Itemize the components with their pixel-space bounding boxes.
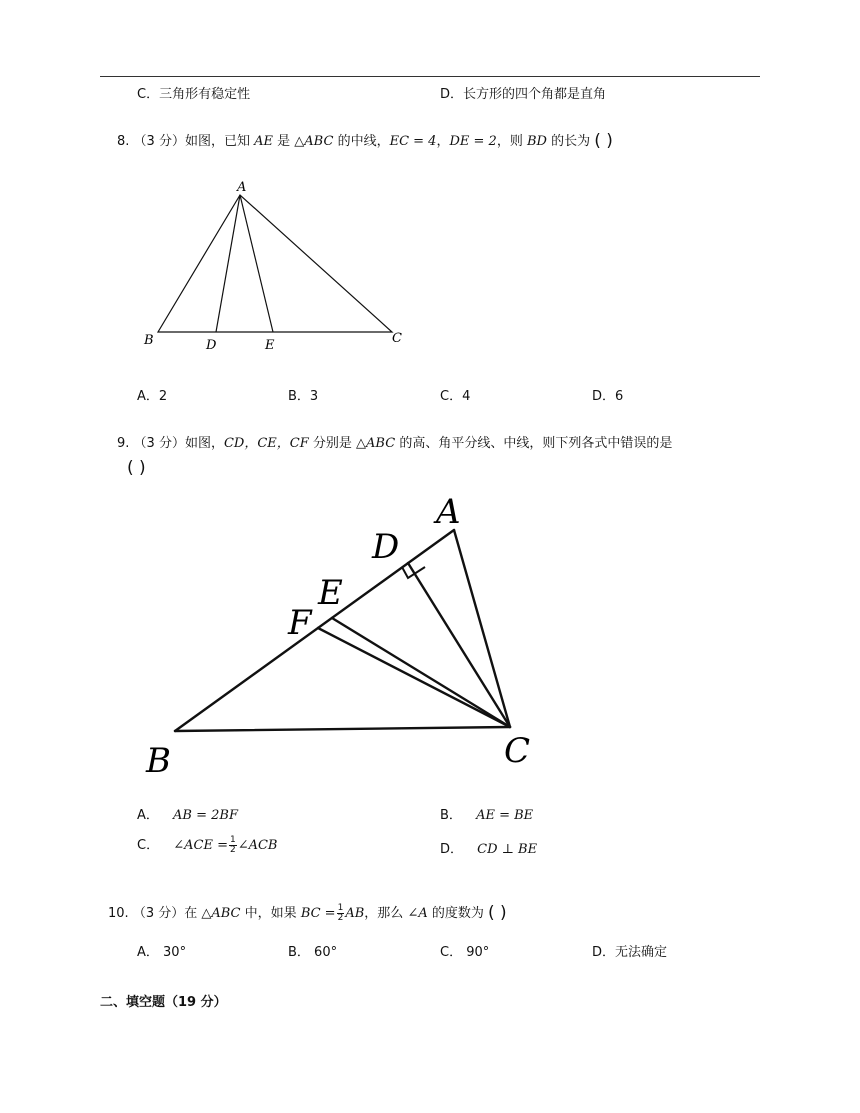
- stem-text: 的高、角平分线、中线，则下列各式中错误的是: [399, 436, 673, 451]
- question-10-stem: [108, 902, 507, 923]
- segment-cd: [408, 563, 510, 727]
- question-9-stem: [117, 432, 672, 451]
- q10-option-b: B． 60°: [288, 945, 338, 960]
- fraction-half: [337, 904, 345, 923]
- label-d: D: [372, 527, 400, 567]
- option-math-left: ∠ACE =: [173, 838, 228, 853]
- stem-text: （3 分）如图，已知: [133, 134, 250, 149]
- q9-option-c: [137, 834, 277, 855]
- fraction-denominator: 2: [337, 913, 344, 923]
- question-number: 10.: [108, 906, 129, 921]
- option-math: CD ⊥ BE: [477, 842, 538, 857]
- question-number: 8.: [117, 134, 130, 149]
- section-heading: 二、填空题（19 分）: [100, 995, 227, 1010]
- prev-option-d: D．长方形的四个角都是直角: [440, 87, 607, 102]
- option-label: D．: [440, 842, 464, 857]
- question-8-figure: [140, 172, 420, 357]
- label-a: A: [436, 492, 461, 532]
- math-triangle: △ABC: [356, 436, 396, 451]
- q10-option-a: A． 30°: [137, 945, 187, 960]
- answer-paren: ( ): [488, 903, 507, 923]
- stem-text: 的中线，: [337, 134, 390, 149]
- fraction-denominator: 2: [229, 845, 236, 855]
- fraction-numerator: 1: [337, 903, 344, 913]
- option-label: C．: [137, 838, 160, 853]
- stem-text: 是: [277, 134, 291, 149]
- segment-ae: [240, 195, 273, 332]
- option-math-right: ∠ACB: [237, 838, 278, 853]
- question-8-stem: [117, 130, 613, 150]
- label-c: C: [392, 331, 402, 346]
- label-b: B: [144, 333, 154, 348]
- q10-option-c: C． 90°: [440, 945, 490, 960]
- answer-paren: ( ): [594, 131, 613, 151]
- q8-option-c: C．4: [440, 389, 471, 404]
- stem-text: （3 分）如图，: [133, 436, 224, 451]
- segment-ba: [175, 530, 454, 731]
- fraction-numerator: 1: [229, 835, 236, 845]
- fraction-half: [229, 836, 237, 855]
- label-b: B: [146, 741, 171, 781]
- label-d: D: [206, 338, 217, 353]
- label-e: E: [265, 338, 275, 353]
- stem-text: 的长为: [551, 134, 591, 149]
- option-label: A．: [137, 808, 159, 823]
- prev-option-c: C．三角形有稳定性: [137, 87, 251, 102]
- segment-cf: [318, 628, 510, 727]
- math-ae: AE: [254, 134, 273, 149]
- question-9-figure: [140, 490, 560, 785]
- triangle-abc: [158, 195, 392, 332]
- q10-option-d: D．无法确定: [592, 945, 668, 960]
- math-triangle: △ABC: [201, 906, 241, 921]
- label-a: A: [237, 180, 247, 195]
- option-math: AB = 2BF: [173, 808, 238, 823]
- math-ab: AB: [345, 906, 365, 921]
- stem-text: ，: [436, 134, 450, 149]
- label-e: E: [318, 573, 343, 613]
- math-bd: BD: [526, 134, 547, 149]
- q9-option-a: [137, 804, 238, 823]
- stem-text: ，则: [496, 134, 523, 149]
- option-label: B．: [440, 808, 462, 823]
- answer-paren: ( ): [127, 458, 146, 478]
- math-triangle: △ABC: [294, 134, 334, 149]
- math-de: DE = 2: [449, 134, 497, 149]
- q9-option-d: [440, 838, 537, 857]
- stem-text: （3 分）在: [132, 906, 198, 921]
- math-segments: CD，CE，CF: [223, 436, 309, 451]
- option-math: AE = BE: [476, 808, 534, 823]
- q9-option-b: [440, 804, 533, 823]
- label-f: F: [288, 603, 312, 643]
- stem-text: ，那么: [364, 906, 404, 921]
- math-bc: BC =: [300, 906, 336, 921]
- q8-option-d: D．6: [592, 389, 624, 404]
- math-angle-a: ∠A: [407, 906, 428, 921]
- stem-text: 中，如果: [244, 906, 297, 921]
- stem-text: 的度数为: [431, 906, 484, 921]
- math-ec: EC = 4: [389, 134, 437, 149]
- q8-option-b: B．3: [288, 389, 319, 404]
- question-9-paren-line: [127, 457, 146, 477]
- top-divider: [100, 76, 760, 77]
- q8-option-a: A．2: [137, 389, 168, 404]
- stem-text: 分别是: [312, 436, 352, 451]
- segment-bc: [175, 727, 510, 731]
- question-number: 9.: [117, 436, 130, 451]
- label-c: C: [504, 731, 531, 771]
